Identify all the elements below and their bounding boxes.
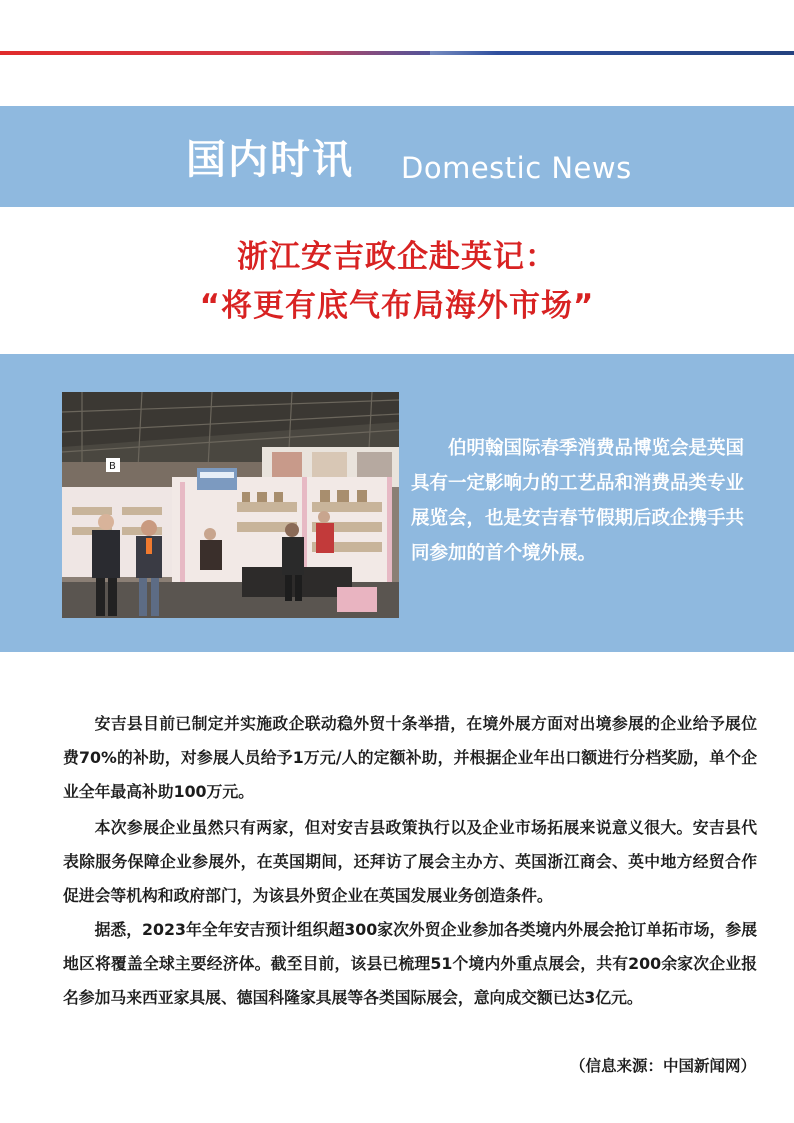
source-credit: （信息来源：中国新闻网）	[569, 1057, 756, 1075]
body-paragraph-2: 本次参展企业虽然只有两家，但对安吉县政策执行以及企业市场拓展来说意义很大。安吉县代表除服务保障企业参展外，在英国期间，还拜访了展会主办方、英国浙江商会、英中地方经贸合作促进会等机构和政府部门，为该县外贸企业在英国发展业务创造条件。	[63, 818, 757, 905]
headline-line-1: 浙江安吉政企赴英记：	[237, 239, 557, 275]
section-title-cn: 国内时讯	[186, 137, 354, 183]
feature-summary: 伯明翰国际春季消费品博览会是英国具有一定影响力的工艺品和消费品类专业展览会，也是安吉春节假期后政企携手共同参加的首个境外展。	[411, 438, 745, 564]
exhibition-photo	[62, 392, 399, 618]
body-paragraph-3: 据悉，2023年全年安吉预计组织超300家次外贸企业参加各类境内外展会抢订单拓市场，参展地区将覆盖全球主要经济体。截至目前，该县已梳理51个境内外重点展会，共有200余家次企业报名参加马来西亚家具展、德国科隆家具展等各类国际展会，意向成交额已达3亿元。	[63, 920, 757, 1007]
section-title-en: Domestic News	[401, 151, 632, 185]
headline-line-2: “将更有底气布局海外市场”	[199, 288, 595, 324]
top-rule-blue	[300, 51, 794, 55]
exhibition-photo-illustration	[62, 392, 399, 618]
section-banner	[0, 106, 794, 207]
svg-text:B: B	[109, 461, 116, 472]
body-paragraph-1: 安吉县目前已制定并实施政企联动稳外贸十条举措，在境外展方面对出境参展的企业给予展位费70%的补助，对参展人员给予1万元/人的定额补助，并根据企业年出口额进行分档奖励，单个企业全年最高补助100万元。	[63, 714, 757, 801]
